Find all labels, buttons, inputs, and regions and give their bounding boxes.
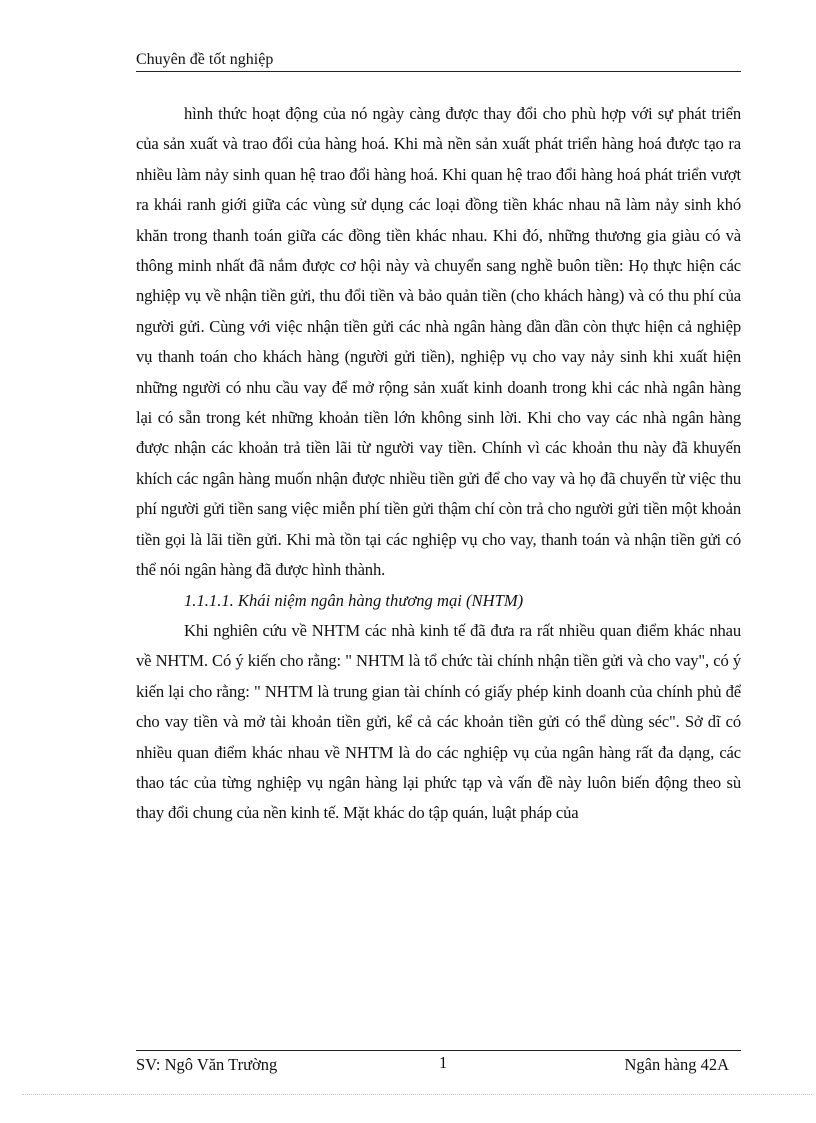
page-header xyxy=(136,50,741,70)
page-edge-divider xyxy=(22,1094,812,1095)
page-footer xyxy=(136,1054,741,1078)
section-heading: 1.1.1.1. Khái niệm ngân hàng thương mại (NHTM) xyxy=(184,590,524,610)
footer-student-name: SV: Ngô Văn Trường xyxy=(136,1055,278,1074)
footer-class-name: Ngân hàng 42A xyxy=(624,1055,729,1074)
body-paragraph-2: Khi nghiên cứu về NHTM các nhà kinh tế đã đưa ra rất nhiều quan điểm khác nhau về NHTM. Có ý kiến cho rằng: " NHTM là tổ chức tài chính nhận tiền gửi và cho vay", có ý kiến lại cho rằng: " NHTM là trung gian tài chính có giấy phép kinh doanh của chính phủ để cho vay tiền và mở tài khoản tiền gửi, kể cả các khoản tiền gửi có thể dùng séc". Sở dĩ có nhiều quan điểm khác nhau về NHTM là do các nghiệp vụ của ngân hàng rất đa dạng, các thao tác của từng nghiệp vụ ngân hàng lại phức tạp và vấn đề này luôn biến động theo sù thay đổi chung của nền kinh tế. Mặt khác do tập quán, luật pháp của xyxy=(136,620,741,823)
header-divider xyxy=(136,71,741,72)
header-title: Chuyên đề tốt nghiệp xyxy=(136,51,274,68)
page-number: 1 xyxy=(439,1053,448,1072)
body-paragraph-1: hình thức hoạt động của nó ngày càng được thay đổi cho phù hợp với sự phát triển của sản xuất và trao đổi của hàng hoá. Khi mà nền sản xuất phát triển hàng hoá được tạo ra nhiều làm nảy sinh quan hệ trao đổi hàng hoá. Khi quan hệ trao đổi hàng hoá phát triển vượt ra khái ranh giới giữa các vùng sử dụng các loại đồng tiền khác nhau nã làm nảy sinh khó khăn trong thanh toán giữa các đồng tiền khác nhau. Khi đó, những thương gia giàu có và thông minh nhất đã nắm được cơ hội này và chuyển sang nghề buôn tiền: Họ thực hiện các nghiệp vụ về nhận tiền gửi, thu đổi tiền và bảo quản tiền (cho khách hàng) và có thu phí của người gửi. Cùng với việc nhận tiền gửi các nhà ngân hàng dần dần còn thực hiện cả nghiệp vụ thanh toán cho khách hàng (người gửi tiền), nghiệp vụ cho vay nảy sinh khi xuất hiện những người có nhu cầu vay để mở rộng sản xuất kinh doanh trong khi các nhà ngân hàng lại có sẵn trong két những khoản tiền lớn không sinh lời. Khi cho vay các nhà ngân hàng được nhận các khoản trả tiền lãi từ người vay tiền. Chính vì các khoản thu này đã khuyến khích các ngân hàng muốn nhận được nhiều tiền gửi để cho vay và họ đã chuyển từ việc thu phí người gửi tiền sang việc miễn phí tiền gửi thậm chí còn trả cho người gửi tiền một khoản tiền gọi là lãi tiền gửi. Khi mà tồn tại các nghiệp vụ cho vay, thanh toán và nhận tiền gửi có thể nói ngân hàng đã được hình thành. xyxy=(136,104,741,580)
document-body xyxy=(136,99,741,829)
footer-divider xyxy=(136,1050,741,1051)
